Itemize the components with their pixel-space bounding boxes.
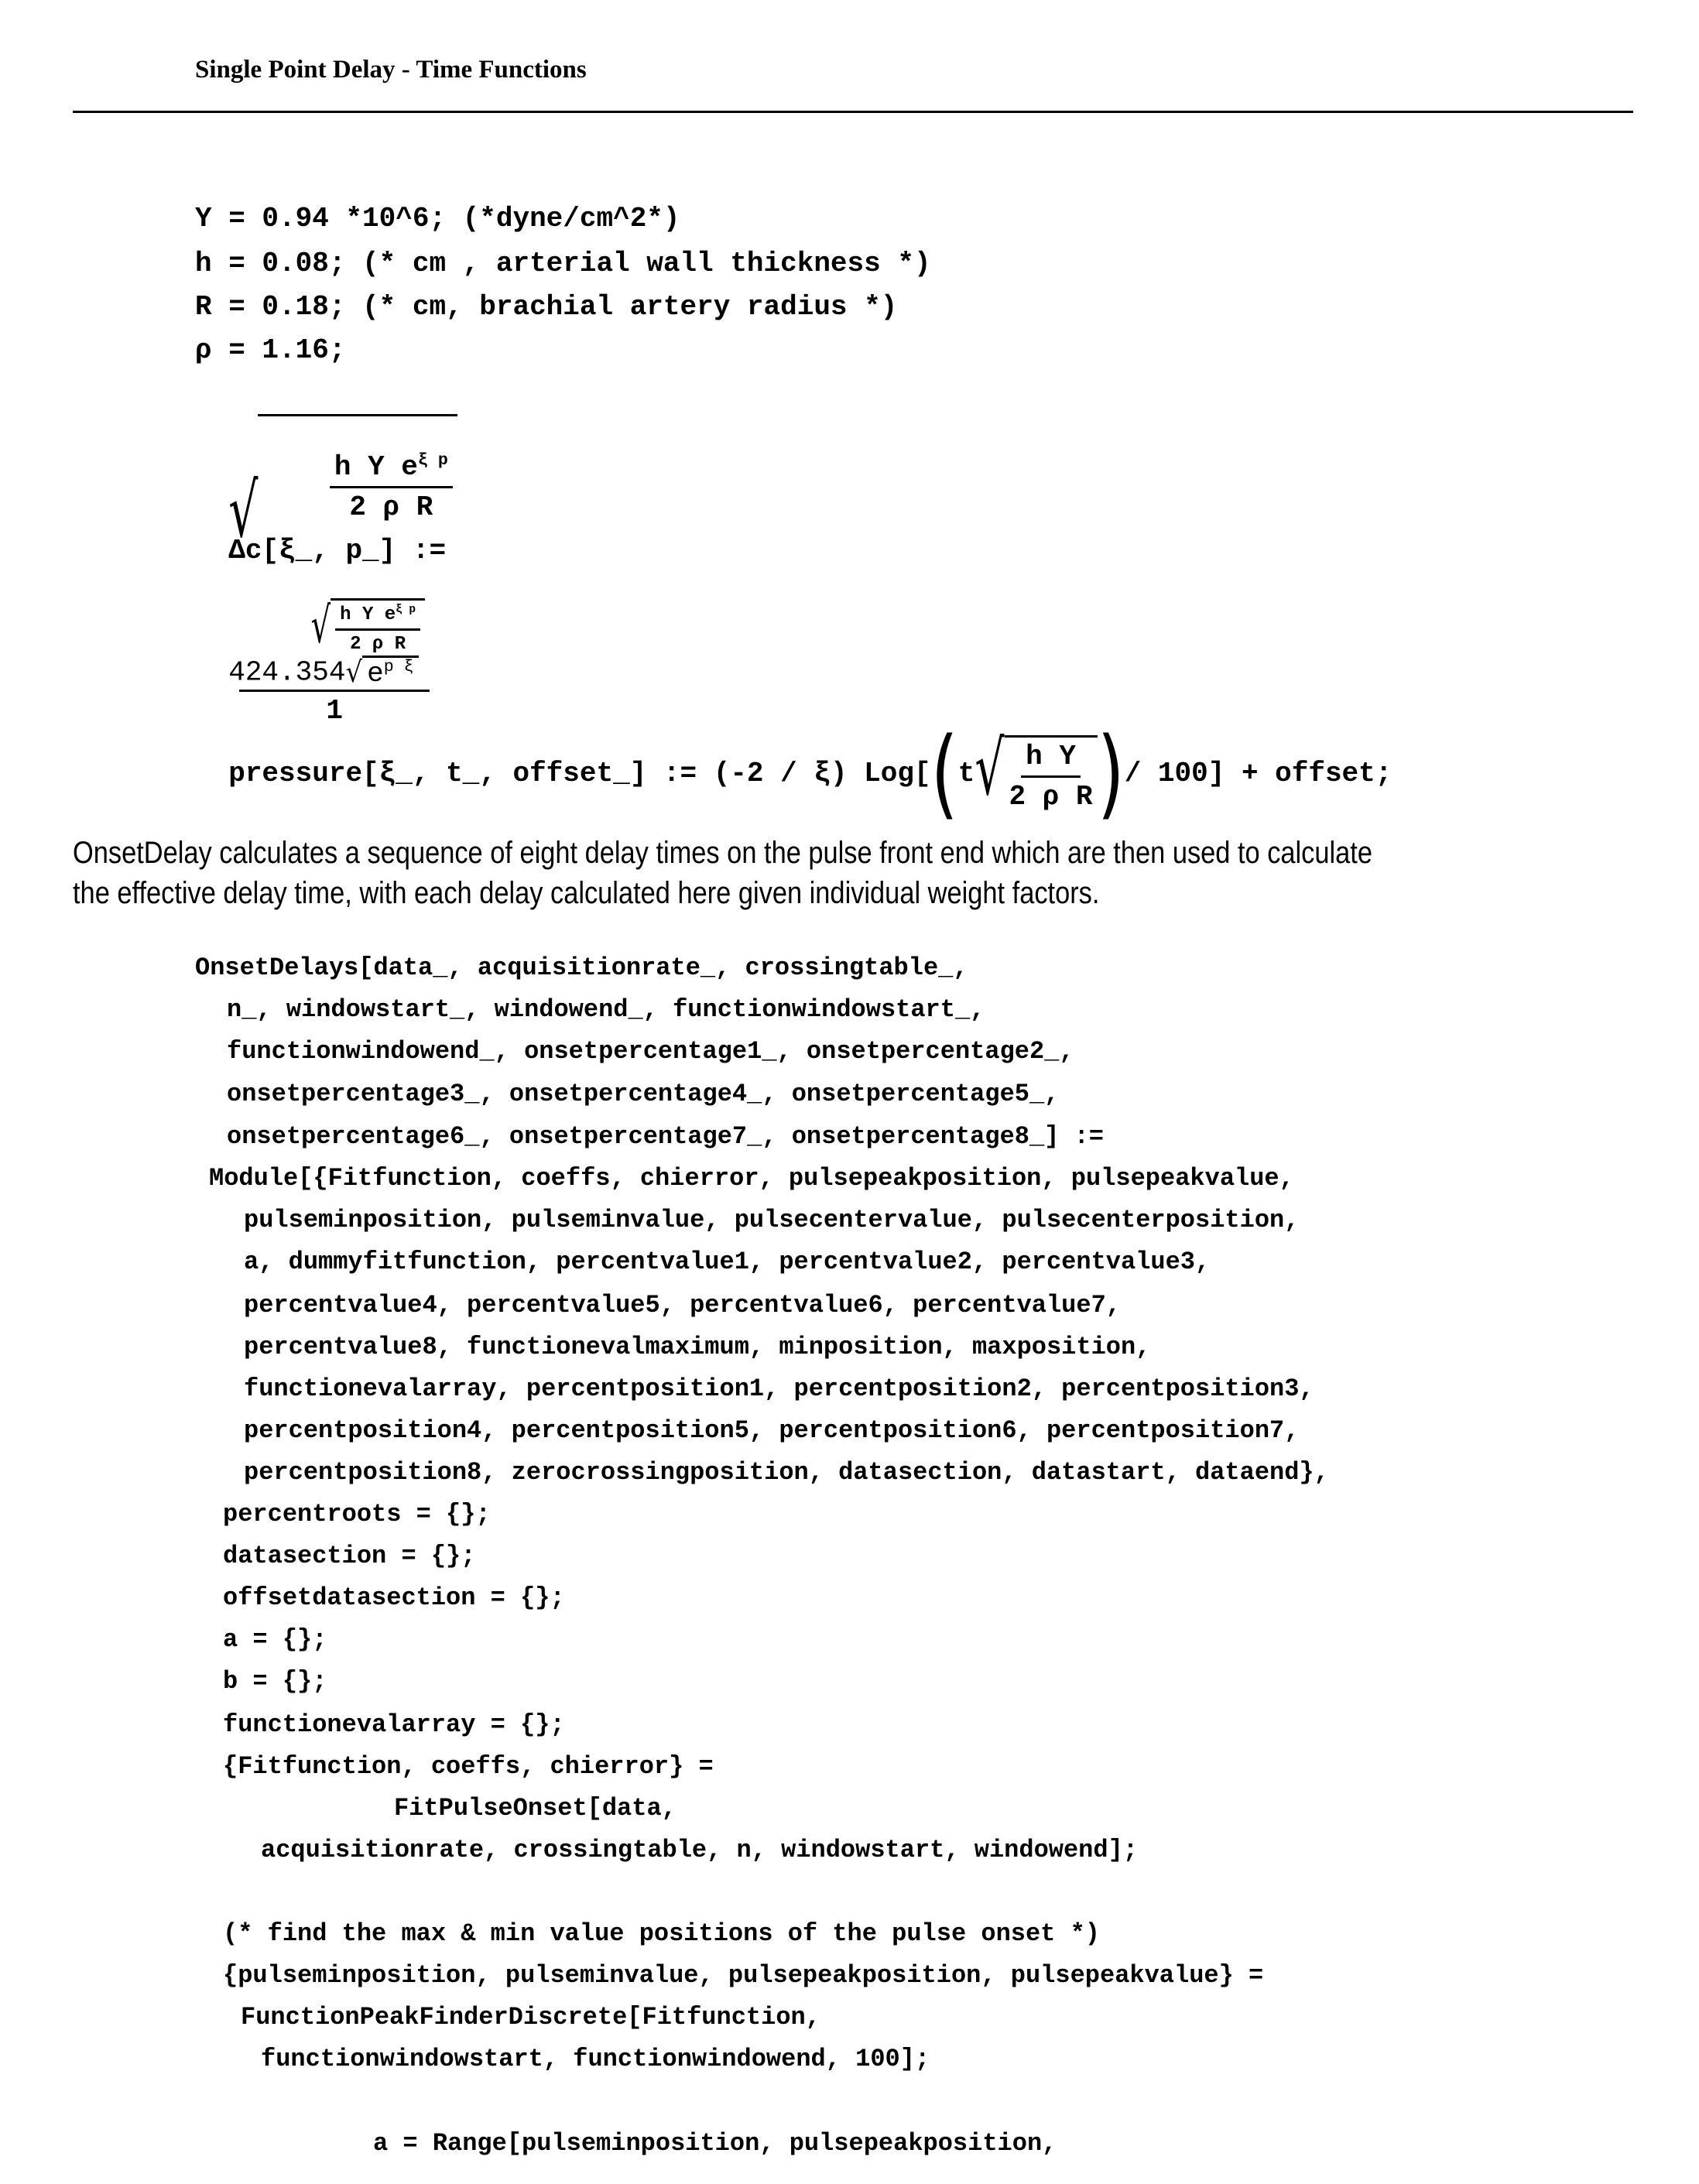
numerator: h Y bbox=[1021, 741, 1081, 778]
code-line: offsetdatasection = {}; bbox=[223, 1583, 565, 1612]
outer-denominator: 1 bbox=[326, 692, 343, 727]
code-line: Module[{Fitfunction, coeffs, chierror, pulsepeakposition, pulsepeakvalue, bbox=[209, 1164, 1294, 1193]
code-line: datasection = {}; bbox=[223, 1542, 475, 1570]
code-line: FunctionPeakFinderDiscrete[Fitfunction, bbox=[241, 2003, 820, 2032]
density-definition: ρ = 1.16; bbox=[195, 334, 345, 366]
right-paren: ) bbox=[1098, 717, 1125, 830]
radicand: e bbox=[367, 658, 384, 690]
code-line: OnsetDelays[data_, acquisitionrate_, crossingtable_, bbox=[195, 953, 968, 982]
code-line: acquisitionrate, crossingtable, n, windowstart, windowend]; bbox=[261, 1836, 1138, 1864]
description-line-1: OnsetDelay calculates a sequence of eight delay times on the pulse front end which are then used to calculate bbox=[73, 836, 1372, 871]
result-expression: 424.354 √ ep ξ bbox=[195, 624, 419, 690]
exponent: ξ p bbox=[396, 604, 416, 616]
radius-definition: R = 0.18; (* cm, brachial artery radius *) bbox=[195, 291, 897, 323]
code-line: percentroots = {}; bbox=[223, 1500, 491, 1528]
exponent: p ξ bbox=[384, 658, 414, 676]
coefficient: 424.354 bbox=[228, 657, 345, 689]
exponent: ξ p bbox=[418, 451, 448, 470]
code-line: percentposition4, percentposition5, percentposition6, percentposition7, bbox=[244, 1416, 1299, 1445]
code-line: {Fitfunction, coeffs, chierror} = bbox=[223, 1752, 714, 1781]
code-line: functionwindowstart, functionwindowend, 100]; bbox=[261, 2045, 930, 2073]
delta-c-definition: Δc[ξ_, p_] := √ h Y eξ p 2 ρ R 1 bbox=[195, 503, 446, 727]
code-line: percentvalue8, functionevalmaximum, minposition, maxposition, bbox=[244, 1333, 1150, 1361]
page-header-title: Single Point Delay - Time Functions bbox=[195, 56, 587, 84]
code-line: a = {}; bbox=[223, 1625, 327, 1654]
code-line: b = {}; bbox=[223, 1667, 327, 1696]
code-line: percentposition8, zerocrossingposition, datasection, datastart, dataend}, bbox=[244, 1458, 1329, 1487]
denominator: 2 ρ R bbox=[349, 488, 433, 523]
divisor: / 100] bbox=[1125, 758, 1225, 789]
code-line: n_, windowstart_, windowend_, functionwindowstart_, bbox=[227, 995, 985, 1024]
denominator: 2 ρ R bbox=[350, 631, 406, 655]
delta-c-lhs: Δc[ξ_, p_] := bbox=[228, 535, 446, 567]
pressure-tail: + offset; bbox=[1242, 758, 1392, 789]
description-line-2: the effective delay time, with each delay calculated here given individual weight factors. bbox=[73, 876, 1099, 911]
young-modulus-definition: Y = 0.94 *10^6; (*dyne/cm^2*) bbox=[195, 203, 680, 234]
header-divider bbox=[73, 111, 1633, 113]
code-line: (* find the max & min value positions of the pulse onset *) bbox=[223, 1919, 1100, 1948]
denominator: 2 ρ R bbox=[1009, 778, 1093, 813]
code-line: onsetpercentage6_, onsetpercentage7_, onsetpercentage8_] := bbox=[227, 1122, 1104, 1151]
wall-thickness-definition: h = 0.08; (* cm , arterial wall thickness *) bbox=[195, 248, 931, 279]
sqrt-expression: √ h Y eξ p 2 ρ R bbox=[195, 382, 457, 555]
numerator: h Y e bbox=[340, 604, 396, 625]
pressure-definition: pressure[ξ_, t_, offset_] := (-2 / ξ) Log[(t √ h Y 2 ρ R )/ 100] + offset; bbox=[195, 701, 1392, 814]
numerator: h Y e bbox=[334, 451, 418, 483]
code-line: a, dummyfitfunction, percentvalue1, percentvalue2, percentvalue3, bbox=[244, 1248, 1210, 1276]
code-line: functionevalarray = {}; bbox=[223, 1710, 565, 1739]
code-line: a = Range[pulseminposition, pulsepeakposition, bbox=[373, 2129, 1057, 2158]
code-line: percentvalue4, percentvalue5, percentvalue6, percentvalue7, bbox=[244, 1291, 1121, 1320]
code-line: {pulseminposition, pulseminvalue, pulsepeakposition, pulsepeakvalue} = bbox=[223, 1961, 1263, 1990]
code-line: FitPulseOnset[data, bbox=[394, 1794, 677, 1823]
code-line: functionevalarray, percentposition1, percentposition2, percentposition3, bbox=[244, 1374, 1314, 1403]
code-line: functionwindowend_, onsetpercentage1_, onsetpercentage2_, bbox=[227, 1037, 1074, 1066]
code-line: onsetpercentage3_, onsetpercentage4_, onsetpercentage5_, bbox=[227, 1080, 1059, 1108]
pressure-lhs: pressure[ξ_, t_, offset_] := (-2 / ξ) Log[ bbox=[228, 758, 930, 789]
left-paren: ( bbox=[931, 717, 958, 830]
t-symbol: t bbox=[958, 758, 975, 789]
code-line: pulseminposition, pulseminvalue, pulsecentervalue, pulsecenterposition, bbox=[244, 1206, 1299, 1234]
